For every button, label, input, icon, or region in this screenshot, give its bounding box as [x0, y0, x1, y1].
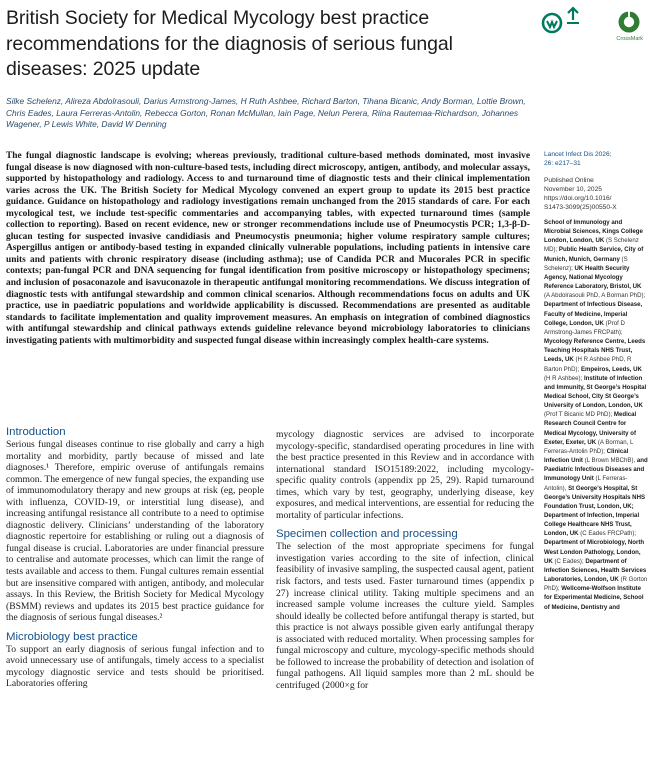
- article-sidebar: [544, 150, 648, 612]
- citation-journal: Lancet Infect Dis 2026;: [544, 151, 612, 158]
- affiliation-org: Department of Infection, Imperial College Healthcare NHS Trust, London, UK: [544, 512, 640, 538]
- citation: [544, 150, 648, 168]
- header-logos: [541, 6, 645, 46]
- abstract: The fungal diagnostic landscape is evolving; whereas previously, traditional culture-based methods dominated, most invasive fungal disease is now diagnosed with non-culture-based tests, including direct microscopy, antigen, antibody, and molecular assays, supported by histopathology and radiology. Access to and turnaround time of diagnostic tests and their clinical implementation varies across the UK. The British Society for Medical Mycology convened an expert group to update its 2015 best practice guidance. Guidance on histopathology and radiology investigations remain unchanged from the 2015 standards of care. For each mycological test, we include test-specific commentaries and accompanying tables, with expected turnaround times (sample collection to reporting). Based on recent evidence, new or stronger recommendations include use of Pneumocystis PCR; 1,3-β-D-glucan testing for suspected invasive candidiasis and Pneumocystis pneumonia; higher volume respiratory sample cultures; Aspergillus antigen or antibody-based testing in expanded clinically vulnerable populations, including patients in intensive care units and patients with chronic respiratory disease (including asthma); use of Candida PCR and Mucorales PCR in specific contexts; pan-fungal PCR and DNA sequencing for fungal identification from positive microscopy or histopathology specimens; and inclusion of posaconazole and isavuconazole in therapeutic antifungal monitoring recommendations. We discuss integration of diagnostic tests with antifungal stewardship and common clinical scenarios. Although recommendations focus on adults and UK practice, use in paediatric populations and worldwide applicability is discussed. Recommendations are presented as auditable standards to facilitate implementation and quality improvement measures. An emphasis on integration of combined diagnostics with antifungal stewardship and clinical pathways extends guideline relevance beyond microbiology laboratories to clinicians investigating patients with multimorbidity and suspected fungal disease within increasingly complex health-care systems.: [6, 151, 530, 346]
- affiliation-org: Medical Research Council Centre for Medical Mycology, University of Exeter, Exeter, UK: [544, 411, 637, 446]
- author-list: Silke Schelenz, Alireza Abdolrasouli, Darius Armstrong-James, H Ruth Ashbee, Richard Barton, Tihana Bicanic, Andy Borman, Lottie Brown, Chris Eades, Laura Ferreras-Antolin, Rebecca Gorton, Ronan McMullan, Iain Page, Nelun Perera, Riina Rautemaa-Richardson, Johannes Wagener, P Lewis White, David W Denning: [6, 96, 526, 130]
- affiliation-org: Clinical Infection Unit: [544, 447, 629, 465]
- section-heading-microbiology: Microbiology best practice: [6, 630, 138, 643]
- affiliation-org: Mycology Reference Centre, Leeds Teaching Hospitals NHS Trust, Leeds, UK: [544, 338, 646, 364]
- affiliation-names: (L Ferreras-Antolin),: [544, 475, 628, 492]
- affiliation-org: School of Immunology and Microbial Sciences, Kings College London, London, UK: [544, 219, 643, 245]
- affiliation-org: Department of Infection Sciences, Health Services Laboratories, London, UK: [544, 557, 647, 584]
- doi-link[interactable]: https://doi.org/10.1016/: [544, 195, 612, 202]
- affiliation-org: St George’s Hospital, St George’s University Hospitals NHS Foundation Trust, London, UK;: [544, 484, 646, 510]
- check-for-updates-icon[interactable]: [563, 6, 583, 28]
- affiliation-org: and Paediatric Infectious Diseases and Immunology Unit: [544, 457, 648, 483]
- affiliation-names: (Prof D Armstrong-James FRCPath);: [544, 319, 625, 336]
- affiliation-org: Public Health Service, City of Munich, Munich, Germany: [544, 246, 644, 263]
- article-title: British Society for Medical Mycology best practice recommendations for the diagnosis of serious fungal diseases: 2025 update: [6, 7, 453, 80]
- affiliation-names: (H R Ashbee);: [544, 374, 583, 382]
- affiliation-org: UK Health Security Agency, National Mycology Reference Laboratory, Bristol, UK: [544, 264, 642, 291]
- published-label: Published Online: [544, 177, 594, 184]
- doi-link-continued[interactable]: S1473-3099(25)00550-X: [544, 204, 617, 211]
- affiliation-org: Department of Infectious Disease, Faculty of Medicine, Imperial College, London, UK: [544, 301, 643, 327]
- microbiology-text: To support an early diagnosis of serious fungal infection and to avoid unnecessary use of antifungals, timely access to a specialist mycology diagnostic service and tests should be prioritised. Laboratories offering: [6, 643, 264, 690]
- affiliation-names: (R Gorton PhD);: [544, 576, 648, 593]
- crossmark-icon[interactable]: [617, 10, 641, 34]
- section-heading-specimen: Specimen collection and processing: [276, 528, 458, 541]
- affiliation-names: (L Brown MBChB),: [584, 457, 636, 465]
- specimen-text: The selection of the most appropriate specimens for fungal investigation varies according to the site of infection, clinical feasibility of invasive sampling, the suspected causal agent, patient risk factors, and tests used. Faster turnaround times (appendix p 27) increase clinical utility. Taking multiple specimens and an increased sample volume increases the culture yield. Samples should ideally be collected before antifungal therapy is started, but this practice is not always possible given early antifungal therapy is associated with reduced mortality. When processing samples for fungal microscopy and culture, mycology-specific methods should be followed to increase the probability of detection and isolation of fungal pathogens. All liquid samples more than 2 mL should be centrifuged (2000×g for: [276, 541, 534, 691]
- affiliation-names: (A Abdolrasouli PhD, A Borman PhD);: [544, 292, 646, 300]
- citation-pages: 26: e217–31: [544, 160, 581, 167]
- published-date: November 10, 2025: [544, 186, 602, 193]
- continued-text: mycology diagnostic services are advised to incorporate mycology-specific, standardised operating procedures in line with the best practice presented in this Review and in accordance with international standard ISO15189:2022, including mycology-specific quality controls (appendix pp 25, 29). Rapid turnaround times, which vary by test, geography, underlying disease, key exposures, and medical interventions, are essential for reducing the mortality of particular infections.: [276, 429, 534, 521]
- body-column-left: [6, 425, 264, 690]
- crossmark-label: CrossMark: [616, 36, 643, 42]
- open-access-icon[interactable]: [541, 12, 563, 34]
- affiliation-names: (H R Ashbee PhD, R Barton PhD);: [544, 356, 632, 373]
- affiliation-names: (C Eades);: [554, 557, 584, 565]
- affiliation-names: (S Schelenz MD);: [544, 237, 639, 254]
- affiliation-names: (Prof T Bicanic MD PhD);: [544, 411, 613, 419]
- body-column-right: [276, 429, 534, 691]
- affiliation-names: (C Eades FRCPath);: [580, 530, 637, 538]
- affiliations: [544, 218, 648, 612]
- affiliation-org: Empeiros, Leeds, UK: [580, 365, 642, 373]
- affiliation-org: Wellcome-Wolfson Institute for Experimental Medicine, School of Medicine, Dentistry and: [544, 585, 644, 611]
- section-heading-introduction: Introduction: [6, 426, 66, 438]
- affiliation-org: Institute of Infection and Immunity, St George’s Hospital Medical School, City St George’s University of London, London, UK: [544, 374, 647, 410]
- introduction-text: Serious fungal diseases continue to rise globally and carry a high mortality and morbidity, partly because of missed and late diagnoses.¹ Therefore, empiric overuse of antifungals remains common. The emergence of new fungal species, the expanding use of immunomodulatory therapy and new groups at risk (eg, people with influenza, COVID-19, or interstitial lung disease), and increasing antifungal resistance all contribute to a need to optimise diagnostic delivery. Clinicians’ understanding of the laboratory diagnostic repertoire for establishing or ruling out a diagnosis of fungal disease is crucial. Laboratories are under financial pressure to centralise and automate processes, which can limit the range of tests available and access to them. Fungal cultures remain essential but are insensitive compared with antigen, antibody, and molecular assays. In this Review, the British Society for Medical Mycology (BSMM) reviews and updates its 2015 best practice guidance for the diagnosis of serious fungal diseases.²: [6, 439, 264, 624]
- affiliation-names: (S Schelenz);: [544, 255, 628, 272]
- publication-info: [544, 176, 648, 212]
- affiliation-org: Department of Microbiology, North West London Pathology, London, UK: [544, 539, 645, 565]
- affiliation-names: (A Borman, L Ferreras-Antolin PhD);: [544, 438, 634, 455]
